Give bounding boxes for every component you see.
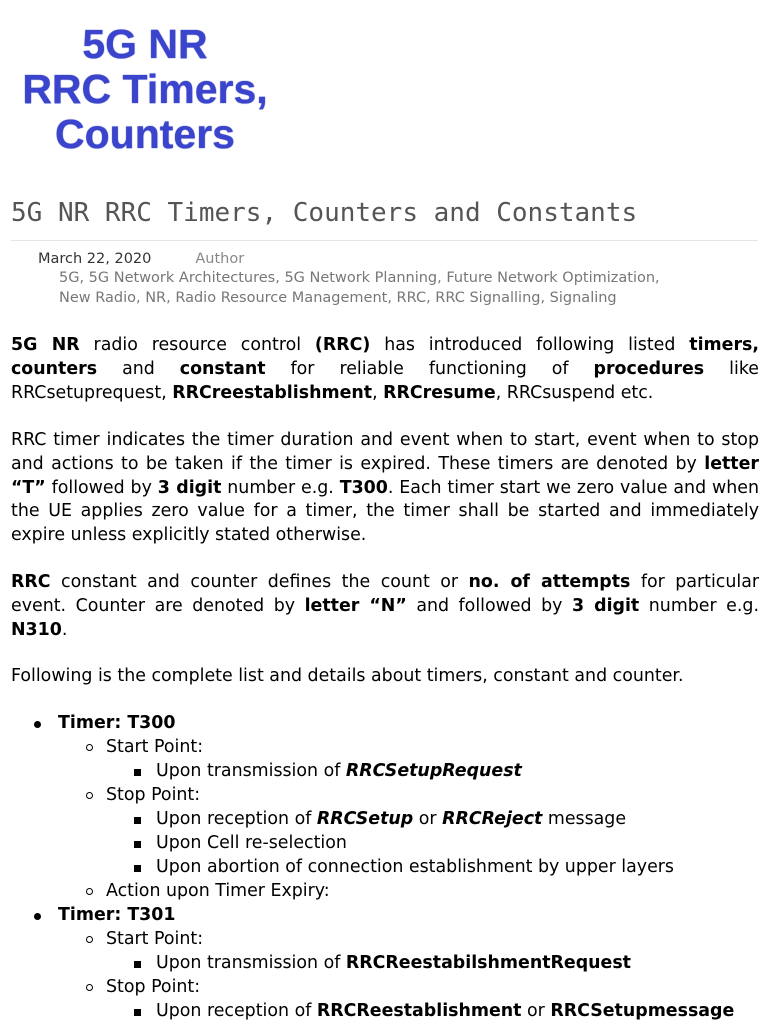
post-meta — [38, 249, 244, 269]
p2-f: T300 — [339, 477, 388, 498]
p2-g: . Each timer start we zero value and when the UE applies zero value for a timer, the timer shall be started and immediately expire unless explicitly stated otherwise. — [11, 477, 759, 546]
p3-e: letter “N” — [304, 595, 407, 616]
list-item: Upon abortion of connection establishment by upper layers — [0, 855, 768, 879]
intro-paragraph — [11, 334, 759, 405]
counter-paragraph — [11, 571, 759, 642]
p3-i: N310 — [11, 619, 62, 640]
p2-d: 3 digit — [157, 477, 222, 498]
p3-h: number e.g. — [639, 595, 759, 616]
t300-label: Timer: T300 — [58, 713, 176, 733]
p1-j: like RRCsetuprequest, — [11, 358, 759, 403]
p2-c: followed by — [45, 477, 158, 498]
p2-e: number e.g. — [221, 477, 340, 498]
bullet-square-icon — [134, 817, 141, 824]
bullet-square-icon — [134, 841, 141, 848]
list-item: Upon reception of RRCSetup or RRCReject message — [0, 807, 768, 831]
post-author[interactable]: Author — [195, 251, 245, 267]
timer-paragraph — [11, 429, 759, 548]
t300-stop-label: Stop Point: — [106, 785, 201, 805]
p1-c: (RRC) — [314, 335, 371, 355]
t301-start-label: Start Point: — [106, 929, 204, 949]
t300-start-label: Start Point: — [106, 737, 204, 757]
p3-d: for particular event. Counter are denoted by — [11, 572, 760, 616]
p2-a: RRC timer indicates the timer duration and event when to start, event when to stop and actions to be taken if the timer is expired. These timers are denoted by — [11, 430, 759, 474]
post-date[interactable]: March 22, 2020 — [38, 251, 152, 267]
p3-j: . — [61, 619, 68, 640]
list-item — [0, 735, 768, 759]
bullet-circle-icon — [86, 936, 93, 943]
categories-line-2[interactable]: New Radio, NR, Radio Resource Management, RRC, RRC Signalling, Signaling — [59, 290, 617, 306]
t301-label: Timer: T301 — [58, 905, 176, 925]
p1-e: timers, counters — [11, 335, 759, 379]
list-item — [0, 783, 768, 807]
timer-list — [0, 711, 768, 1023]
list-intro-paragraph: Following is the complete list and details about timers, constant and counter. — [11, 666, 684, 686]
categories-line-1[interactable]: 5G, 5G Network Architectures, 5G Network Planning, Future Network Optimization, — [59, 270, 660, 286]
list-item-t301 — [0, 903, 768, 927]
p1-k: RRCreestablishment — [172, 382, 373, 403]
post-categories — [59, 268, 759, 308]
list-item: Upon Cell re-selection — [0, 831, 768, 855]
p3-c: no. of attempts — [468, 572, 631, 592]
p1-i: procedures — [593, 358, 705, 379]
bullet-circle-icon — [86, 888, 93, 895]
p1-d: has introduced following listed — [370, 335, 690, 355]
p1-m: RRCresume — [383, 382, 496, 403]
bullet-disc-icon — [34, 721, 41, 728]
t300-expiry-label: Action upon Timer Expiry: — [106, 881, 330, 901]
p1-b: radio resource control — [79, 335, 315, 355]
post-title: 5G NR RRC Timers, Counters and Constants — [11, 198, 638, 228]
list-item — [0, 879, 768, 903]
list-item-t300 — [0, 711, 768, 735]
p1-l: , — [372, 382, 384, 403]
p3-a: RRC — [11, 572, 51, 592]
t301-stop-label: Stop Point: — [106, 977, 201, 997]
p1-n: , RRCsuspend etc. — [495, 382, 654, 403]
bullet-circle-icon — [86, 792, 93, 799]
hero-graphic — [0, 22, 290, 157]
list-item — [0, 927, 768, 951]
p3-b: constant and counter defines the count or — [50, 572, 469, 592]
bullet-square-icon — [134, 865, 141, 872]
bullet-square-icon — [134, 1009, 141, 1016]
hero-line-1: 5G NR — [82, 21, 208, 67]
bullet-square-icon — [134, 769, 141, 776]
list-item — [0, 975, 768, 999]
hero-line-2: RRC Timers, — [22, 66, 268, 112]
p3-f: and followed by — [406, 595, 572, 616]
bullet-square-icon — [134, 961, 141, 968]
p2-b: letter “T” — [11, 453, 759, 498]
list-item: Upon reception of RRCReestablishment or RRCSetupmessage — [0, 999, 768, 1023]
p1-a: 5G NR — [11, 335, 80, 355]
title-divider — [11, 240, 758, 241]
hero-line-3: Counters — [55, 111, 235, 157]
p1-h: for reliable functioning of — [265, 358, 594, 379]
p1-g: constant — [179, 358, 266, 379]
list-item: Upon transmission of RRCSetupRequest — [0, 759, 768, 783]
p3-g: 3 digit — [571, 595, 640, 616]
bullet-circle-icon — [86, 984, 93, 991]
bullet-circle-icon — [86, 744, 93, 751]
list-item: Upon transmission of RRCReestabilshmentRequest — [0, 951, 768, 975]
bullet-disc-icon — [34, 913, 41, 920]
p1-f: and — [97, 358, 180, 379]
